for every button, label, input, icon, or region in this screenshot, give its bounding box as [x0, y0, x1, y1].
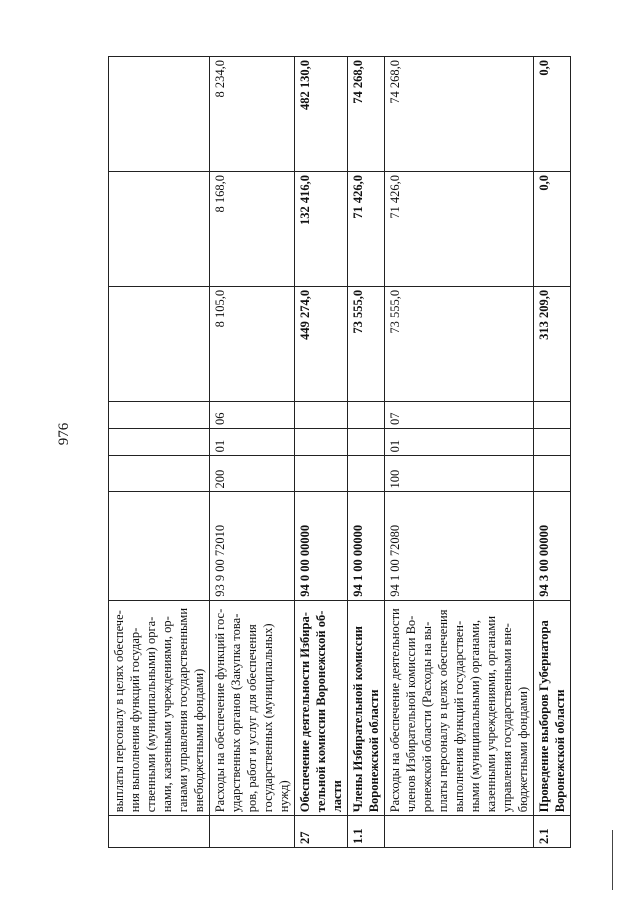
- row-number: [385, 816, 534, 848]
- row-name: Обеспечение деятельности Избира-тельной комиссии Воронежской об-ласти: [295, 600, 348, 816]
- row-sum-3: [109, 57, 210, 172]
- row-sum-1: 449 274,0: [295, 286, 348, 401]
- row-number: [210, 816, 295, 848]
- row-rz: [348, 429, 385, 456]
- table-row: [534, 57, 571, 848]
- row-sum-3: 74 268,0: [348, 57, 385, 172]
- row-number: 1.1: [348, 816, 385, 848]
- page-number: 976: [56, 422, 72, 446]
- row-sum-3: 8 234,0: [210, 57, 295, 172]
- row-code: 94 0 00 00000: [295, 492, 348, 600]
- row-sum-2: [109, 171, 210, 286]
- row-code: [109, 492, 210, 600]
- row-vr: [348, 456, 385, 492]
- scan-edge-line: [612, 830, 613, 890]
- row-sum-2: 0,0: [534, 171, 571, 286]
- row-name: Члены Избирательной комиссии Воронежской области: [348, 600, 385, 816]
- row-sum-2: 71 426,0: [385, 171, 534, 286]
- row-sum-3: 74 268,0: [385, 57, 534, 172]
- row-sum-3: 482 130,0: [295, 57, 348, 172]
- row-rz: 01: [385, 429, 534, 456]
- row-rz: [295, 429, 348, 456]
- row-sum-3: 0,0: [534, 57, 571, 172]
- row-sum-2: 71 426,0: [348, 171, 385, 286]
- row-rz: [534, 429, 571, 456]
- row-sum-1: 313 209,0: [534, 286, 571, 401]
- row-number: 27: [295, 816, 348, 848]
- row-rz: [109, 429, 210, 456]
- row-name: Проведение выборов Губернатора Воронежской области: [534, 600, 571, 816]
- row-pr: 07: [385, 401, 534, 428]
- table-row: [210, 57, 295, 848]
- row-sum-2: 132 416,0: [295, 171, 348, 286]
- row-sum-1: [109, 286, 210, 401]
- row-vr: [295, 456, 348, 492]
- row-sum-1: 8 105,0: [210, 286, 295, 401]
- table-row: [295, 57, 348, 848]
- row-pr: [348, 401, 385, 428]
- row-pr: [534, 401, 571, 428]
- row-vr: [534, 456, 571, 492]
- row-pr: [295, 401, 348, 428]
- row-number: 2.1: [534, 816, 571, 848]
- row-name: выплаты персоналу в целях обеспече-ния выполнения функций государ-ственными (муниципальными) орга-нами, казенными учреждениями, ор-ганами управления государственными внебюджетными фондами): [109, 600, 210, 816]
- table-row: [385, 57, 534, 848]
- row-code: 94 3 00 00000: [534, 492, 571, 600]
- row-sum-1: 73 555,0: [385, 286, 534, 401]
- row-code: 94 1 00 00000: [348, 492, 385, 600]
- row-vr: [109, 456, 210, 492]
- row-sum-1: 73 555,0: [348, 286, 385, 401]
- row-pr: 06: [210, 401, 295, 428]
- row-vr: 200: [210, 456, 295, 492]
- row-name: Расходы на обеспечение деятельности членов Избирательной комиссии Во-ронежской области (Расходы на вы-платы персоналу в целях обеспечения выполнения функций государствен-ными (муниципальными) органами, казенными учреждениями, органами управления государственными вне-бюджетными фондами): [385, 600, 534, 816]
- table-row: [348, 57, 385, 848]
- row-pr: [109, 401, 210, 428]
- row-code: 93 9 00 72010: [210, 492, 295, 600]
- row-code: 94 1 00 72080: [385, 492, 534, 600]
- row-rz: 01: [210, 429, 295, 456]
- budget-table: [108, 56, 571, 848]
- row-number: [109, 816, 210, 848]
- row-name: Расходы на обеспечение функций гос-ударственных органов (Закупка това-ров, работ и услуг для обеспечения государственных (муниципальных) нужд): [210, 600, 295, 816]
- row-vr: 100: [385, 456, 534, 492]
- row-sum-2: 8 168,0: [210, 171, 295, 286]
- table-row: [109, 57, 210, 848]
